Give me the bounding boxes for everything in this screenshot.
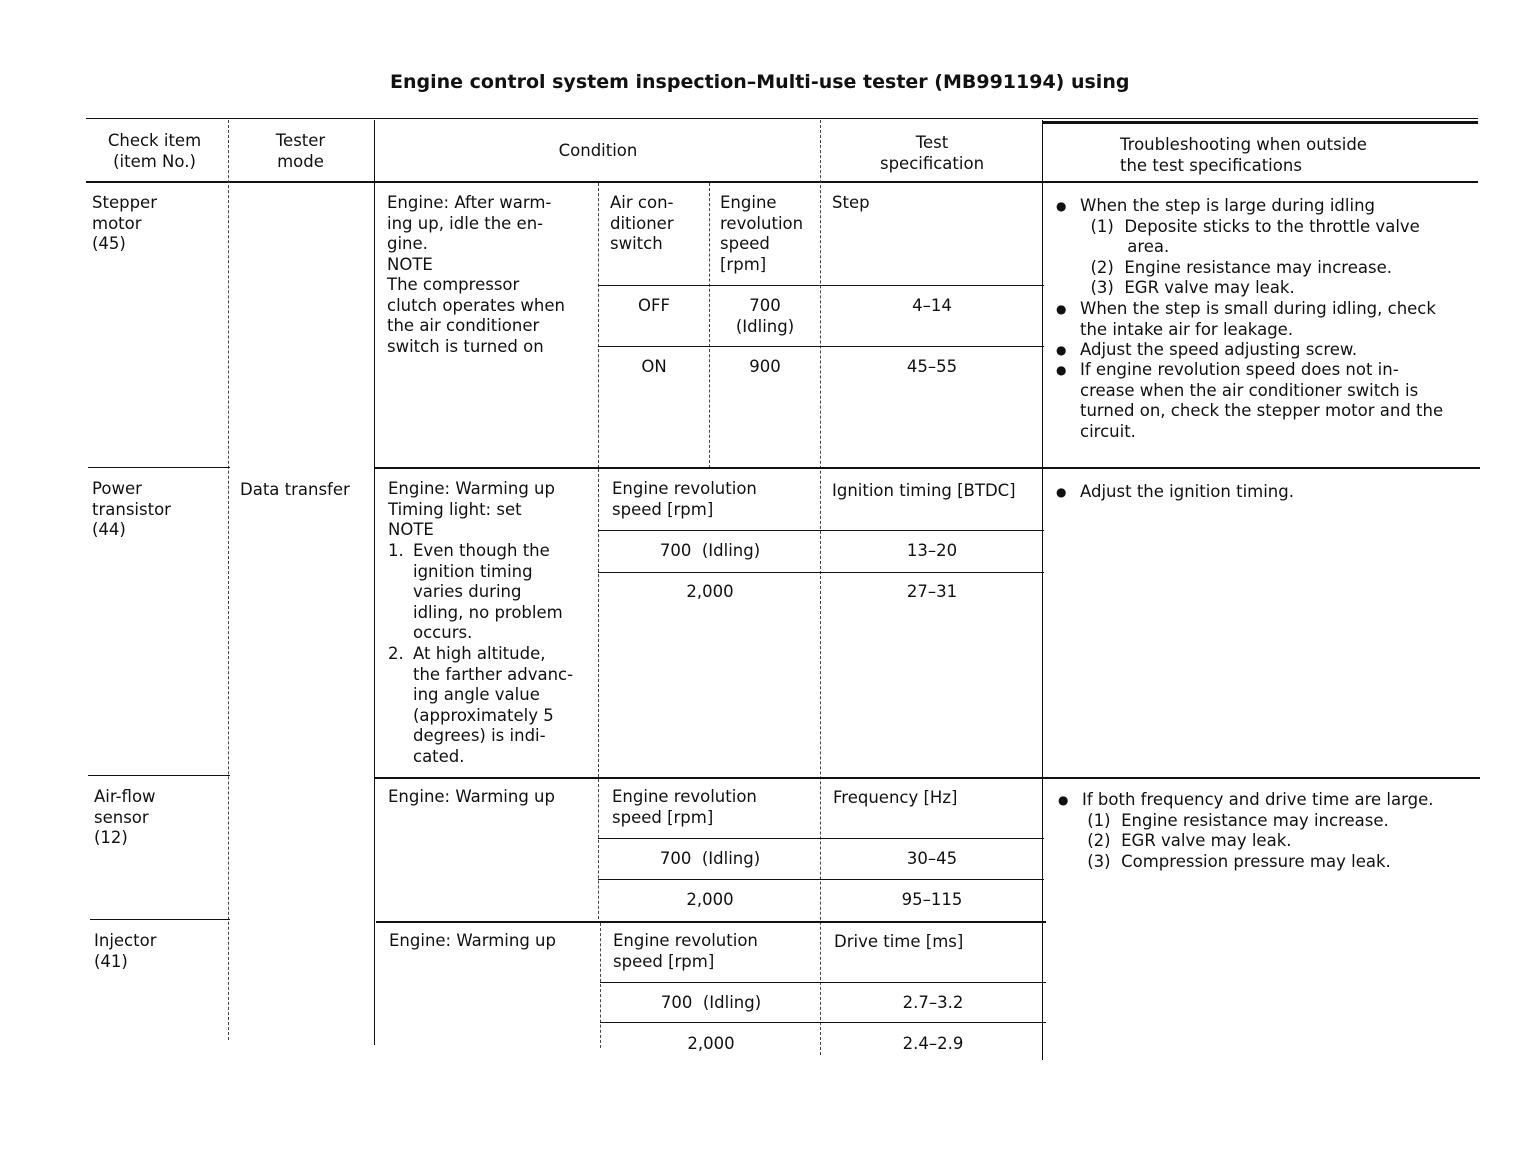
header-tester-mode: Tester mode: [275, 131, 326, 171]
row1-item: Stepper motor (45): [92, 193, 157, 253]
col-divider-2: [374, 120, 375, 1045]
table-top-rule: [86, 118, 1478, 119]
row3-val2-rpm: 2,000: [686, 890, 734, 909]
row3-trouble-1: ● If both frequency and drive time are large. (1) Engine resistance may increase. (2) EGR valve may leak. (3) Compression pressure may leak.: [1082, 790, 1433, 872]
row1-condition: Engine: After warm- ing up, idle the en- gine. NOTE The compressor clutch operates when the air conditioner switch is turned on: [387, 193, 565, 356]
table-top-rule-right: [1042, 121, 1478, 124]
row1-sub-rule-1: [598, 285, 1044, 286]
row2-note-2: At high altitude, the farther advanc- ing angle value (approximately 5 degrees) is indi- cated.: [413, 644, 574, 766]
row3-subheader: Engine revolution speed [rpm]: [612, 787, 757, 827]
row2-note-num-1: 1.: [388, 541, 404, 560]
header-bottom-rule: [86, 181, 1478, 183]
row1-val1-spec: 4–14: [912, 296, 952, 315]
row1-val2-ac: ON: [641, 357, 667, 376]
row2-val1-rpm: 700 (Idling): [659, 541, 761, 560]
row3-spec-header: Frequency [Hz]: [833, 788, 958, 807]
row3-bottom-left: [90, 919, 230, 920]
header-test-spec: Test specification: [879, 133, 985, 173]
row4-subheader: Engine revolution speed [rpm]: [613, 931, 758, 971]
row2-col-divider: [598, 469, 599, 777]
row2-note-num-2: 2.: [388, 644, 404, 663]
row1-bottom-right: [374, 467, 1480, 469]
row2-val2-rpm: 2,000: [686, 582, 734, 601]
row4-val1-rpm: 700 (Idling): [660, 993, 762, 1012]
row1-trouble-1: ● When the step is large during idling (1) Deposite sticks to the throttle valve area. (2) Engine resistance may increase. (3) EGR valve may leak.: [1080, 196, 1420, 299]
row1-trouble-3: ● Adjust the speed adjusting screw.: [1080, 340, 1357, 361]
row2-bottom-left: [88, 775, 230, 776]
row2-val2-spec: 27–31: [906, 582, 958, 601]
row2-note-1: Even though the ignition timing varies during idling, no problem occurs.: [413, 541, 563, 642]
row1-subheader-ac: Air con- ditioner switch: [610, 193, 674, 253]
row1-trouble-4: ● If engine revolution speed does not in- crease when the air conditioner switch is turned on, check the stepper motor and the circuit.: [1080, 360, 1443, 442]
row4-condition: Engine: Warming up: [389, 931, 556, 950]
tester-mode-value: Data transfer: [240, 480, 350, 499]
row4-sub-rule-2: [600, 1022, 1046, 1023]
row1-val1-rpm: 700 (Idling): [735, 296, 795, 336]
col-divider-1: [228, 120, 229, 1040]
col-divider-5: [1042, 120, 1043, 1060]
row1-val2-spec: 45–55: [906, 357, 958, 376]
row1-sub-rule-2: [598, 346, 1044, 347]
row2-bottom-right: [374, 777, 1480, 779]
row2-subheader: Engine revolution speed [rpm]: [612, 479, 757, 519]
row1-val2-rpm: 900: [749, 357, 781, 376]
row2-sub-rule-2: [598, 572, 1044, 573]
row1-col-divider-b: [709, 183, 710, 468]
row4-val2-rpm: 2,000: [687, 1034, 735, 1053]
row2-sub-rule-1: [598, 530, 1044, 531]
row4-sub-rule-1: [600, 982, 1046, 983]
row3-col-divider: [598, 779, 599, 919]
row3-val1-spec: 30–45: [906, 849, 958, 868]
row3-sub-rule-2: [598, 879, 1044, 880]
row4-val1-spec: 2.7–3.2: [902, 993, 964, 1012]
row4-spec-header: Drive time [ms]: [834, 932, 964, 951]
row4-val2-spec: 2.4–2.9: [902, 1034, 964, 1053]
row2-condition: Engine: Warming up Timing light: set NOTE: [388, 479, 555, 539]
row1-col-divider-a: [598, 183, 599, 468]
row2-item: Power transistor (44): [92, 479, 171, 539]
row1-trouble-2: ● When the step is small during idling, check the intake air for leakage.: [1080, 299, 1436, 340]
row4-item: Injector (41): [94, 931, 157, 971]
row3-sub-rule-1: [598, 838, 1044, 839]
row2-spec-header: Ignition timing [BTDC]: [832, 481, 1016, 500]
row1-subheader-rpm: Engine revolution speed [rpm]: [720, 193, 804, 274]
header-troubleshooting: Troubleshooting when outside the test specifications: [1120, 135, 1367, 175]
row1-bottom-left: [88, 467, 230, 468]
row2-val1-spec: 13–20: [906, 541, 958, 560]
header-condition: Condition: [558, 141, 638, 160]
row1-val1-ac: OFF: [638, 296, 670, 315]
row3-val1-rpm: 700 (Idling): [659, 849, 761, 868]
row3-bottom-right: [376, 921, 1046, 923]
header-check-item: Check item (item No.): [107, 131, 202, 171]
row1-spec-header: Step: [832, 193, 870, 212]
row2-trouble-1: ● Adjust the ignition timing.: [1080, 482, 1294, 503]
page-title: Engine control system inspection–Multi-use tester (MB991194) using: [390, 71, 1130, 93]
row3-item: Air-flow sensor (12): [94, 787, 156, 847]
row4-col-divider: [600, 923, 601, 1048]
row3-condition: Engine: Warming up: [388, 787, 555, 806]
col-divider-4: [820, 120, 821, 1055]
row3-val2-spec: 95–115: [901, 890, 963, 909]
